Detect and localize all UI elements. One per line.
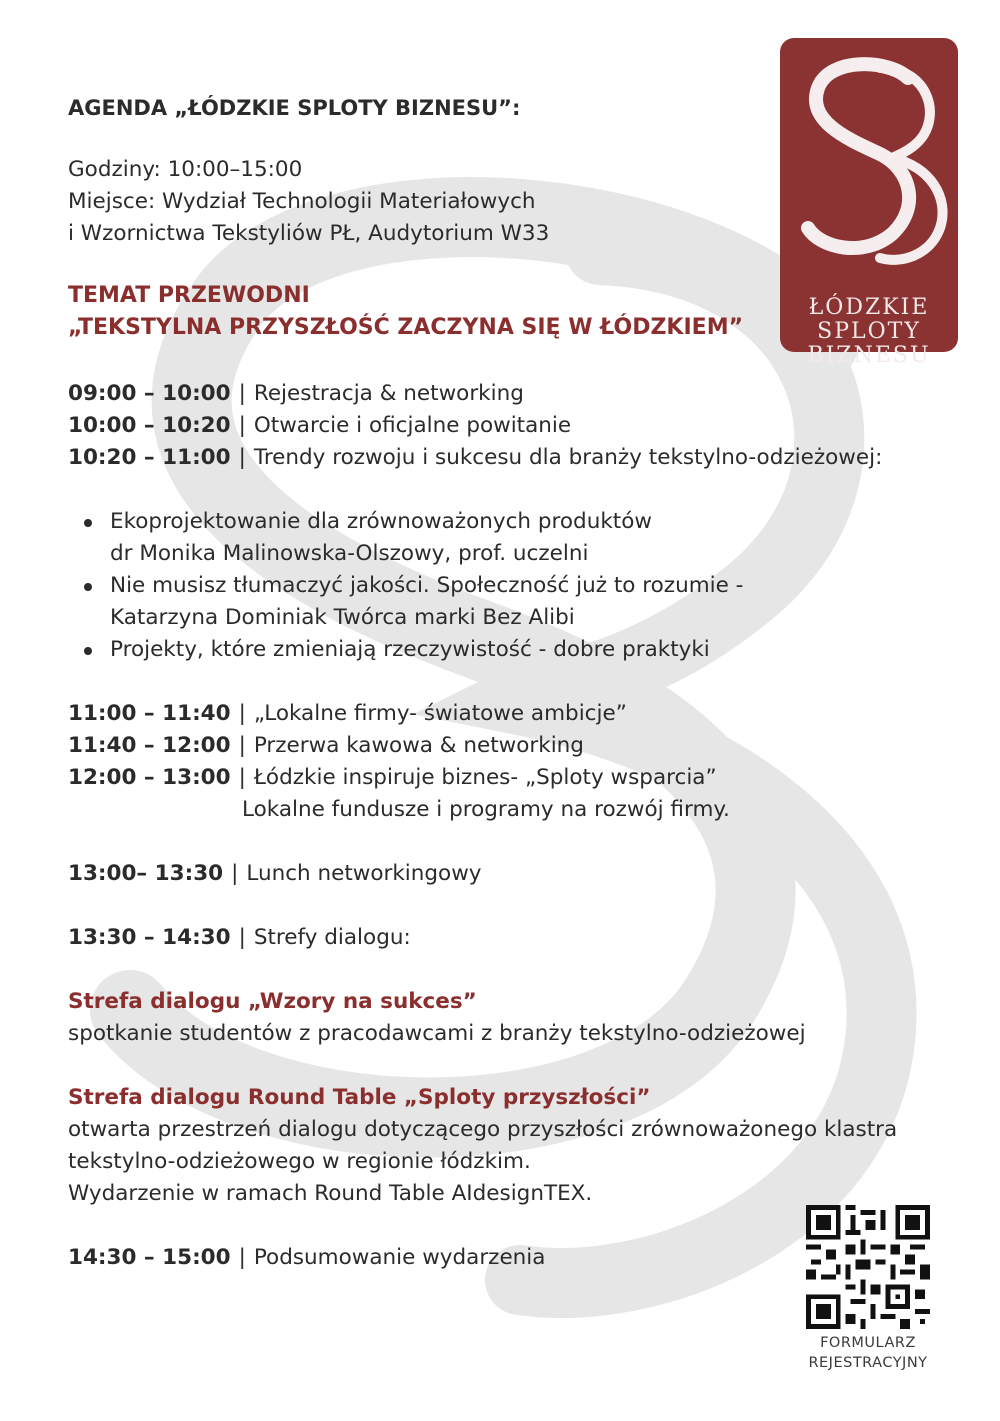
event-logo (780, 38, 958, 368)
schedule-time: 11:40 – 12:00 (68, 733, 231, 758)
zone-description: Wydarzenie w ramach Round Table AIdesignTEX. (68, 1181, 593, 1206)
schedule-time: 11:00 – 11:40 (68, 701, 231, 726)
talk-speaker: Katarzyna Dominiak Twórca marki Bez Alibi (110, 605, 575, 630)
talk-title: Ekoprojektowanie dla zrównoważonych produktów (110, 509, 652, 534)
talk-item (80, 506, 948, 570)
schedule-row: 10:20 – 11:00 | Trendy rozwoju i sukcesu dla branży tekstylno-odzieżowej: (68, 442, 948, 474)
event-hours: Godziny: 10:00–15:00 (68, 157, 303, 182)
schedule-title: Łódzkie inspiruje biznes- „Sploty wsparcia” (253, 765, 717, 790)
schedule-title: Lunch networkingowy (246, 861, 482, 886)
schedule-row: 09:00 – 10:00 | Rejestracja & networking (68, 378, 948, 410)
schedule-time: 10:20 – 11:00 (68, 445, 231, 470)
talk-title: Projekty, które zmieniają rzeczywistość - dobre praktyki (110, 637, 710, 662)
schedule-block-a (68, 378, 948, 474)
schedule-time: 14:30 – 15:00 (68, 1245, 231, 1270)
schedule-time: 13:30 – 14:30 (68, 925, 231, 950)
zone-description: spotkanie studentów z pracodawcami z branży tekstylno-odzieżowej (68, 1021, 806, 1046)
dialog-zone-1 (68, 986, 948, 1050)
schedule-row: 11:40 – 12:00 | Przerwa kawowa & networking (68, 730, 948, 762)
talk-item (80, 634, 948, 666)
zone-description: otwarta przestrzeń dialogu dotyczącego przyszłości zrównoważonego klastra (68, 1117, 898, 1142)
schedule-title: Trendy rozwoju i sukcesu dla branży tekstylno-odzieżowej: (253, 445, 883, 470)
talk-item (80, 570, 948, 634)
schedule-title: Przerwa kawowa & networking (253, 733, 584, 758)
schedule-row: 12:00 – 13:00 | Łódzkie inspiruje biznes- „Sploty wsparcia” (68, 762, 948, 794)
schedule-block-b (68, 698, 948, 826)
zone-title: Strefa dialogu Round Table „Sploty przyszłości” (68, 1085, 651, 1110)
theme-title: „TEKSTYLNA PRZYSZŁOŚĆ ZACZYNA SIĘ W ŁÓDZKIEM” (68, 315, 744, 340)
event-place-line1: Miejsce: Wydział Technologii Materiałowych (68, 189, 536, 214)
schedule-title: „Lokalne firmy- światowe ambicje” (253, 701, 627, 726)
logo-text: ŁÓDZKIE SPLOTY BIZNESU (807, 295, 931, 368)
schedule-time: 09:00 – 10:00 (68, 381, 231, 406)
schedule-row-dialog: 13:30 – 14:30 | Strefy dialogu: (68, 922, 948, 954)
schedule-row: 10:00 – 10:20 | Otwarcie i oficjalne powitanie (68, 410, 948, 442)
schedule-title: Rejestracja & networking (253, 381, 524, 406)
event-place-line2: i Wzornictwa Tekstyliów PŁ, Audytorium W33 (68, 221, 550, 246)
schedule-title: Otwarcie i oficjalne powitanie (253, 413, 572, 438)
talk-speaker: dr Monika Malinowska-Olszowy, prof. uczelni (110, 541, 589, 566)
schedule-title: Strefy dialogu: (253, 925, 411, 950)
qr-caption: FORMULARZ REJESTRACYJNY (808, 1335, 928, 1371)
zone-title: Strefa dialogu „Wzory na sukces” (68, 989, 477, 1014)
schedule-title: Podsumowanie wydarzenia (253, 1245, 546, 1270)
talks-list (68, 506, 948, 666)
schedule-row-closing: 14:30 – 15:00 | Podsumowanie wydarzenia (68, 1242, 948, 1274)
schedule-row-lunch: 13:00– 13:30 | Lunch networkingowy (68, 858, 948, 890)
schedule-time: 13:00– 13:30 (68, 861, 224, 886)
dialog-zone-2 (68, 1082, 948, 1210)
schedule-time: 10:00 – 10:20 (68, 413, 231, 438)
theme-label: TEMAT PRZEWODNI (68, 283, 310, 308)
schedule-row: 11:00 – 11:40 | „Lokalne firmy- światowe ambicje” (68, 698, 948, 730)
qr-code[interactable] (806, 1205, 930, 1329)
schedule-time: 12:00 – 13:00 (68, 765, 231, 790)
schedule-continuation: Lokalne fundusze i programy na rozwój firmy. (242, 797, 730, 822)
agenda-title: AGENDA „ŁÓDZKIE SPLOTY BIZNESU”: (68, 96, 521, 120)
zone-description: tekstylno-odzieżowego w regionie łódzkim. (68, 1149, 531, 1174)
talk-title: Nie musisz tłumaczyć jakości. Społeczność już to rozumie - (110, 573, 744, 598)
